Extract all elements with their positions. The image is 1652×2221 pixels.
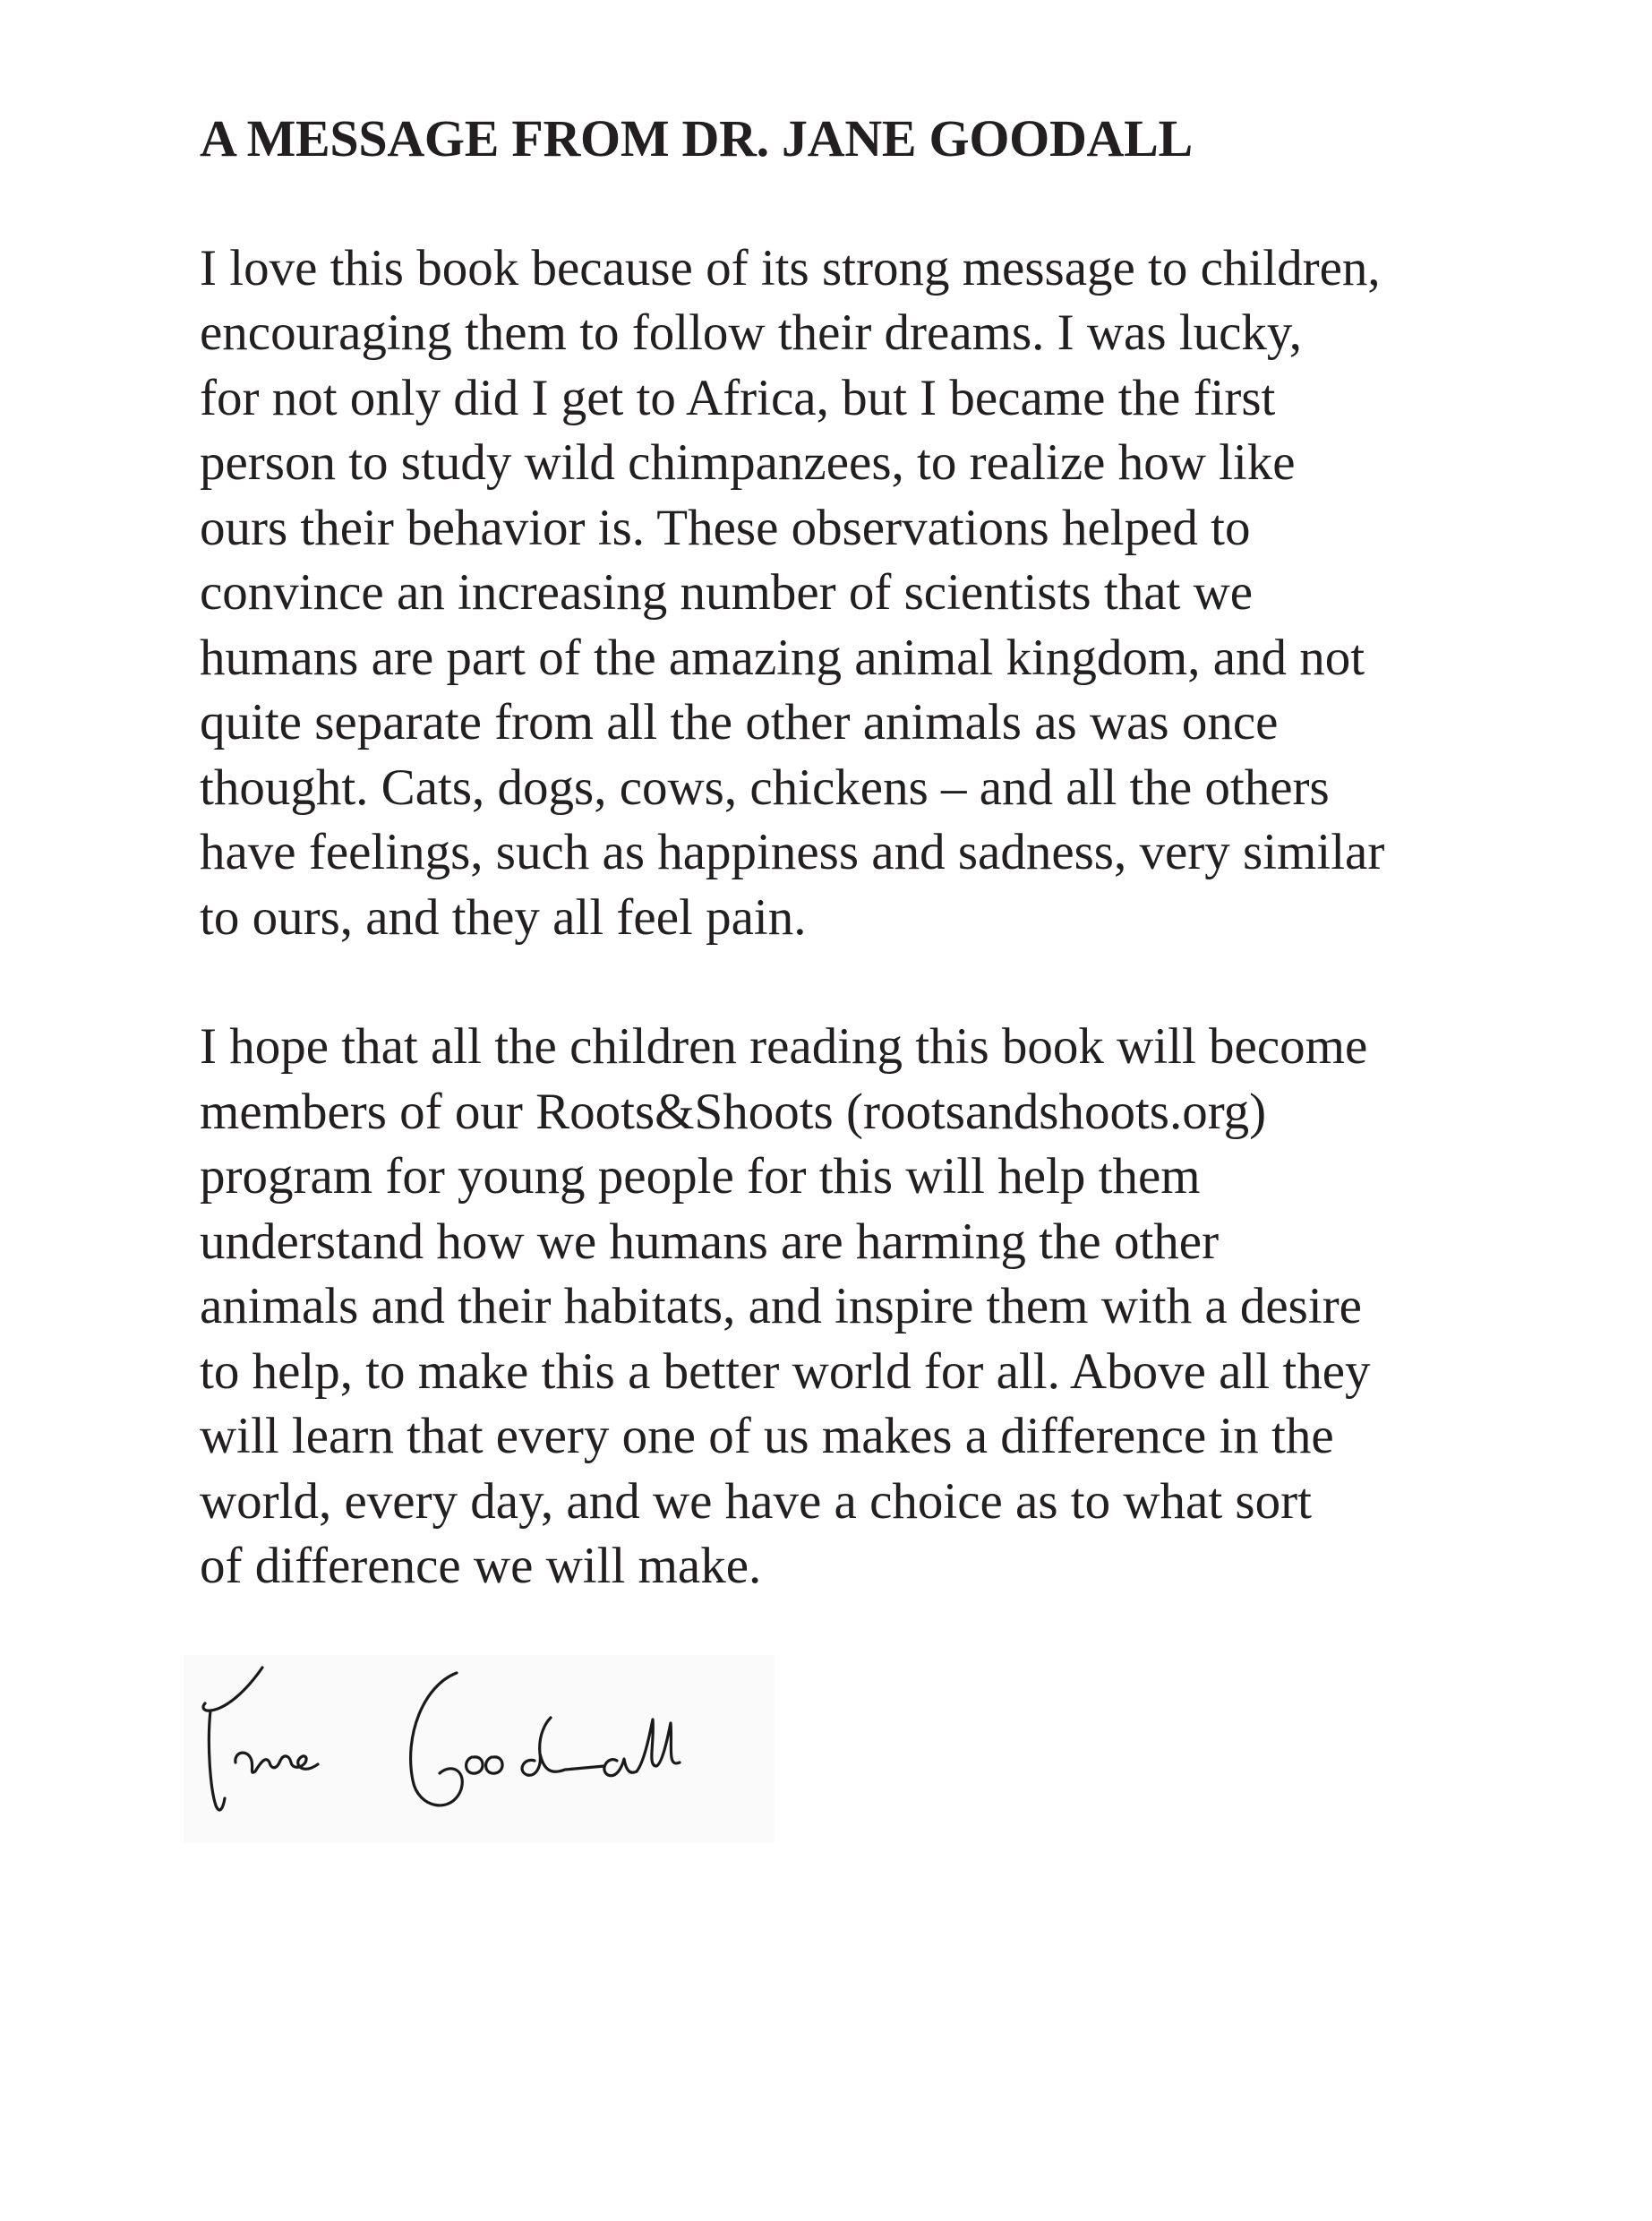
text-line: of difference we will make. (200, 1538, 762, 1595)
text-line: to ours, and they all feel pain. (200, 888, 807, 946)
text-line: encouraging them to follow their dreams. I was lucky, (200, 304, 1302, 362)
text-line: quite separate from all the other animals as was once (200, 694, 1279, 751)
text-line: program for young people for this will help them (200, 1148, 1201, 1205)
handwritten-signature-icon (184, 1655, 775, 1843)
text-line: will learn that every one of us makes a difference in the (200, 1408, 1334, 1465)
text-line: for not only did I get to Africa, but I became the first (200, 369, 1276, 426)
paragraph-2 (200, 1015, 1525, 1599)
text-line: ours their behavior is. These observations helped to (200, 499, 1251, 556)
text-line: humans are part of the amazing animal kingdom, and not (200, 629, 1365, 686)
text-line: convince an increasing number of scientists that we (200, 564, 1254, 622)
paragraph-1 (200, 236, 1525, 951)
text-line: understand how we humans are harming the other (200, 1213, 1220, 1270)
text-line: I love this book because of its strong message to children, (200, 239, 1381, 296)
text-line: to help, to make this a better world for all. Above all they (200, 1342, 1371, 1400)
page-title: A MESSAGE FROM DR. JANE GOODALL (200, 109, 1193, 167)
text-line: members of our Roots&Shoots (rootsandshoots.org) (200, 1083, 1267, 1140)
text-line: world, every day, and we have a choice as to what sort (200, 1472, 1312, 1530)
text-line: have feelings, such as happiness and sadness, very similar (200, 824, 1385, 881)
signature-image (184, 1655, 775, 1843)
text-line: person to study wild chimpanzees, to realize how like (200, 434, 1296, 492)
text-line: animals and their habitats, and inspire them with a desire (200, 1278, 1362, 1335)
text-line: I hope that all the children reading this book will become (200, 1018, 1368, 1076)
text-line: thought. Cats, dogs, cows, chickens – and all the others (200, 759, 1330, 816)
message-body (200, 107, 1525, 1664)
